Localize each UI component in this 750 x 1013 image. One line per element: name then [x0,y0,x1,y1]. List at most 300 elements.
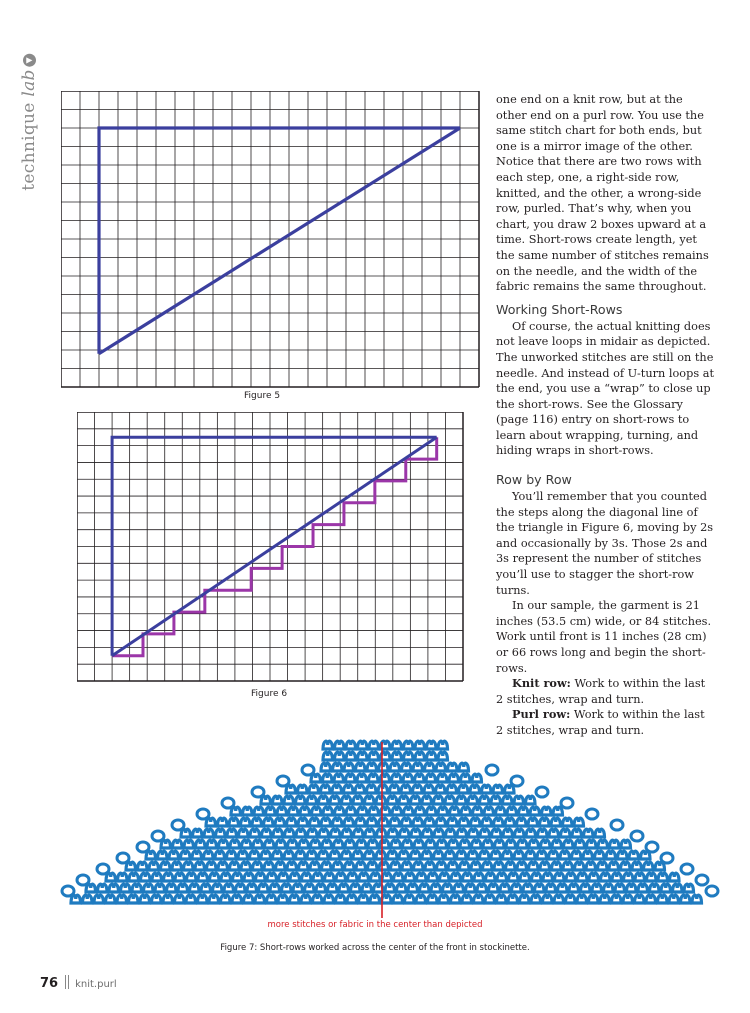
stitch-loop [542,807,552,815]
stitch-loop [365,796,375,804]
stitch-loop [392,774,402,782]
stitch-loop [335,807,345,815]
stitch-loop [543,895,553,903]
stitch-loop [474,895,484,903]
heading-working-short-rows: Working Short-Rows [496,301,623,317]
stitch-loop [312,807,322,815]
turn-loop [97,864,109,874]
stitch-loop [404,752,414,760]
stitch-loop [420,884,430,892]
stitch-loop [348,873,358,881]
stitch-loop [415,752,425,760]
stitch-loop [483,840,493,848]
stitch-loop [535,884,545,892]
stitch-loop [415,774,425,782]
stitch-row [106,873,679,881]
stitch-loop [391,840,401,848]
stitch-loop [330,851,340,859]
stitch-loop [587,840,597,848]
stitch-loop [129,873,139,881]
stitch-loop [227,851,237,859]
stitch-loop [518,840,528,848]
stitch-loop [229,818,239,826]
stitch-loop [241,862,251,870]
stitch-loop [359,873,369,881]
stitch-loop [564,840,574,848]
stitch-loop [94,895,104,903]
stitch-loop [566,895,576,903]
stitch-loop [595,829,605,837]
stitch-loop [284,796,294,804]
stitch-loop [209,895,219,903]
stitch-loop [448,818,458,826]
stitch-loop [505,818,515,826]
stitch-loop [83,895,93,903]
stitch-loop [425,818,435,826]
stitch-loop [528,818,538,826]
stitch-loop [184,840,194,848]
stitch-loop [323,807,333,815]
stitch-loop [577,895,587,903]
paragraph-working: Of course, the actual knitting does not leave loops in midair as depicted. The unworked stitches are still on the needle. And instead of U-turn loops at the end, you use a “wrap” to close up the short-rows. See the Glossary (page 116) entry on short-rows to learn about wrapping, turning, and hiding wraps in short-rows. [496,319,714,458]
stitch-loop [190,884,200,892]
stitch-loop [589,873,599,881]
stitch-loop [311,774,321,782]
turn-loop [117,853,129,863]
stitch-loop [279,873,289,881]
stitch-loop [210,873,220,881]
stitch-loop [583,851,593,859]
stitch-loop [149,862,159,870]
stitch-loop [385,884,395,892]
stitch-loop [244,895,254,903]
stitch-loop [445,796,455,804]
stitch-loop [489,884,499,892]
stitch-loop [497,895,507,903]
stitch-loop [206,818,216,826]
stitch-loop [507,807,517,815]
stitch-loop [560,851,570,859]
stitch-loop [333,818,343,826]
stitch-loop [126,862,136,870]
stitch-loop [310,818,320,826]
stitch-loop [563,862,573,870]
stitch-loop [531,895,541,903]
stitch-loop [146,851,156,859]
stitch-loop [221,873,231,881]
stitch-loop [273,851,283,859]
stitch-loop [207,840,217,848]
stitch-loop [486,873,496,881]
stitch-loop [436,763,446,771]
stitch-loop [195,862,205,870]
stitch-loop [382,895,392,903]
stitch-loop [434,829,444,837]
stitch-loop [447,785,457,793]
stitch-loop [451,873,461,881]
stitch-loop [353,796,363,804]
turn-loop [696,875,708,885]
publication-name: knit.purl [75,979,117,990]
stitch-loop [267,895,277,903]
stitch-loop [367,818,377,826]
stitch-loop [232,895,242,903]
stitch-loop [526,829,536,837]
stitch-loop [367,785,377,793]
stitch-loop [427,741,437,749]
stitch-loop [598,840,608,848]
stitch-loop [388,829,398,837]
turn-loop [586,809,598,819]
section-label-main: technique [19,102,39,191]
stitch-loop [369,752,379,760]
stitch-loop [450,807,460,815]
stitch-loop [572,829,582,837]
purl-row-instruction [496,707,714,738]
stitch-loop [538,829,548,837]
stitch-loop [282,884,292,892]
stitch-loop [299,862,309,870]
stitch-loop [572,851,582,859]
stitch-loop [356,763,366,771]
stitch-loop [152,873,162,881]
figure-6-caption: Figure 6 [251,689,288,699]
stitch-loop [436,818,446,826]
stitch-loop [346,752,356,760]
turn-loop [252,787,264,797]
turn-loop [137,842,149,852]
stitch-loop [434,796,444,804]
stitch-loop [175,873,185,881]
turn-loop [152,831,164,841]
stitch-loop [342,829,352,837]
turn-loop [62,886,74,896]
stitch-loop [629,851,639,859]
stitch-loop [483,862,493,870]
stitch-loop [460,862,470,870]
stitch-loop [449,840,459,848]
turn-loop [486,765,498,775]
stitch-loop [403,774,413,782]
stitch-loop [436,785,446,793]
stitch-loop [238,851,248,859]
stitch-loop [333,862,343,870]
stitch-loop [308,829,318,837]
stitch-loop [661,884,671,892]
stitch-loop [379,818,389,826]
stitch-loop [333,763,343,771]
stitch-loop [323,752,333,760]
stitch-loop [417,873,427,881]
stitch-loop [296,829,306,837]
stitch-loop [169,851,179,859]
stitch-loop [624,873,634,881]
stitch-loop [472,774,482,782]
stitch-loop [261,851,271,859]
stitch-loop [506,840,516,848]
stitch-loop [313,895,323,903]
stitch-loop [273,829,283,837]
stitch-loop [181,829,191,837]
stitch-loop [392,741,402,749]
stitch-loop [261,796,271,804]
stitch-loop [219,840,229,848]
stitch-loop [445,851,455,859]
stitch-loop [346,807,356,815]
stitch-loop [574,818,584,826]
stitch-loop [289,807,299,815]
stitch-loop [310,862,320,870]
stitch-loop [358,741,368,749]
stitch-loop [357,774,367,782]
stitch-loop [388,796,398,804]
figure-5-caption: Figure 5 [244,391,281,401]
purl-row-label: Purl row: [512,707,571,722]
stitch-loop [526,796,536,804]
stitch-loop [230,840,240,848]
stitch-loop [330,796,340,804]
stitch-loop [319,829,329,837]
stitch-loop [144,884,154,892]
stitch-loop [121,884,131,892]
stitch-loop [526,851,536,859]
stitch-loop [426,840,436,848]
stitch-loop [369,807,379,815]
stitch-loop [287,818,297,826]
stitch-loop [394,873,404,881]
stitch-loop [167,884,177,892]
stitch-loop [379,862,389,870]
stitch-loop [578,873,588,881]
knit-row-instruction [496,676,714,707]
stitch-loop [405,873,415,881]
stitch-row [311,774,482,782]
stitch-loop [305,884,315,892]
stitch-row [161,840,631,848]
stitch-loop [692,895,702,903]
turn-loop [611,820,623,830]
stitch-loop [509,873,519,881]
article-column [496,92,714,739]
stitch-loop [532,873,542,881]
stitch-loop [529,862,539,870]
stitch-loop [204,851,214,859]
stitch-loop [357,840,367,848]
stitch-loop [399,851,409,859]
stitch-loop [215,851,225,859]
stitch-loop [196,840,206,848]
stitch-loop [331,829,341,837]
stitch-loop [439,895,449,903]
stitch-loop [438,752,448,760]
stitch-loop [345,840,355,848]
stitch-loop [346,774,356,782]
stitch-loop [302,873,312,881]
stitch-loop [335,741,345,749]
stitch-loop [332,785,342,793]
stitch-loop [437,862,447,870]
stitch-loop [355,785,365,793]
stitch-loop [218,862,228,870]
stitch-loop [673,884,683,892]
stitch-loop [161,840,171,848]
stitch-loop [438,807,448,815]
stitch-loop [405,895,415,903]
stitch-loop [426,774,436,782]
stitch-loop [266,807,276,815]
stitch-loop [175,895,185,903]
stitch-loop [356,862,366,870]
stitch-loop [612,873,622,881]
stitch-loop [193,829,203,837]
stitch-loop [322,862,332,870]
stitch-loop [178,884,188,892]
stitch-loop [558,884,568,892]
stitch-loop [204,829,214,837]
stitch-loop [414,862,424,870]
stitch-loop [569,884,579,892]
stitch-loop [358,752,368,760]
page-number: 76 [40,976,59,991]
stitch-loop [424,785,434,793]
stitch-loop [549,829,559,837]
stitch-loop [298,818,308,826]
stitch-loop [650,884,660,892]
stitch-loop [216,829,226,837]
stitch-loop [309,785,319,793]
stitch-loop [658,895,668,903]
stitch-loop [540,862,550,870]
stitch-loop [288,840,298,848]
stitch-loop [546,884,556,892]
stitch-loop [609,862,619,870]
stitch-loop [267,873,277,881]
stitch-loop [515,829,525,837]
stitch-loop [598,862,608,870]
stitch-loop [592,884,602,892]
stitch-loop [681,895,691,903]
turn-loop [277,776,289,786]
stitch-loop [117,895,127,903]
stitch-loop [482,785,492,793]
stitch-loop [380,840,390,848]
stitch-loop [276,862,286,870]
turn-loop [706,886,718,896]
stitch-loop [402,763,412,771]
stitch-loop [404,807,414,815]
stitch-loop [163,895,173,903]
stitch-row [146,851,650,859]
stitch-loop [461,807,471,815]
stitch-loop [670,873,680,881]
stitch-loop [155,884,165,892]
stitch-loop [529,840,539,848]
stitch-loop [359,895,369,903]
stitch-loop [584,829,594,837]
section-label-italic: lab [19,69,39,97]
stitch-loop [669,895,679,903]
stitch-loop [300,807,310,815]
stitch-loop [512,884,522,892]
stitch-loop [365,829,375,837]
stitch-loop [493,785,503,793]
page-footer [40,972,117,991]
stitch-loop [264,862,274,870]
stitch-loop [466,884,476,892]
stitch-loop [610,840,620,848]
figure-7-caption: Figure 7: Short-rows worked across the center of the front in stockinette. [220,943,530,953]
stitch-loop [71,895,81,903]
stitch-loop [273,796,283,804]
stitch-loop [392,752,402,760]
stitch-loop [129,895,139,903]
stitch-loop [632,862,642,870]
stitch-loop [480,829,490,837]
stitch-loop [425,862,435,870]
stitch-loop [621,840,631,848]
stitch-loop [422,796,432,804]
stitch-loop [404,741,414,749]
footer-divider [65,975,66,989]
stitch-loop [369,741,379,749]
heading-row-by-row: Row by Row [496,472,572,488]
stitch-loop [376,796,386,804]
stitch-loop [401,785,411,793]
stitch-loop [555,873,565,881]
stitch-loop [201,884,211,892]
stitch-loop [684,884,694,892]
stitch-loop [319,796,329,804]
stitch-row [126,862,665,870]
stitch-loop [353,851,363,859]
stitch-row [321,763,469,771]
stitch-loop [109,884,119,892]
stitch-loop [231,807,241,815]
stitch-loop [307,796,317,804]
stitch-loop [296,796,306,804]
stitch-loop [321,818,331,826]
stitch-loop [415,741,425,749]
stitch-loop [635,895,645,903]
stitch-loop [184,862,194,870]
stitch-loop [503,851,513,859]
stitch-loop [242,840,252,848]
stitch-loop [323,741,333,749]
turn-loop [631,831,643,841]
stitch-loop [638,884,648,892]
stitch-loop [270,884,280,892]
stitch-loop [460,840,470,848]
stitch-loop [480,796,490,804]
stitch-loop [482,818,492,826]
stitch-loop [543,873,553,881]
stitch-loop [342,851,352,859]
stitch-loop [431,884,441,892]
stitch-loop [575,840,585,848]
stitch-loop [646,895,656,903]
stitch-loop [390,818,400,826]
stitch-loop [278,895,288,903]
stitch-loop [390,785,400,793]
stitch-loop [443,884,453,892]
stitch-loop [427,752,437,760]
stitch-loop [346,741,356,749]
stitch-loop [530,807,540,815]
stitch-loop [496,807,506,815]
stitch-loop [311,840,321,848]
stitch-loop [589,895,599,903]
turn-loop [222,798,234,808]
